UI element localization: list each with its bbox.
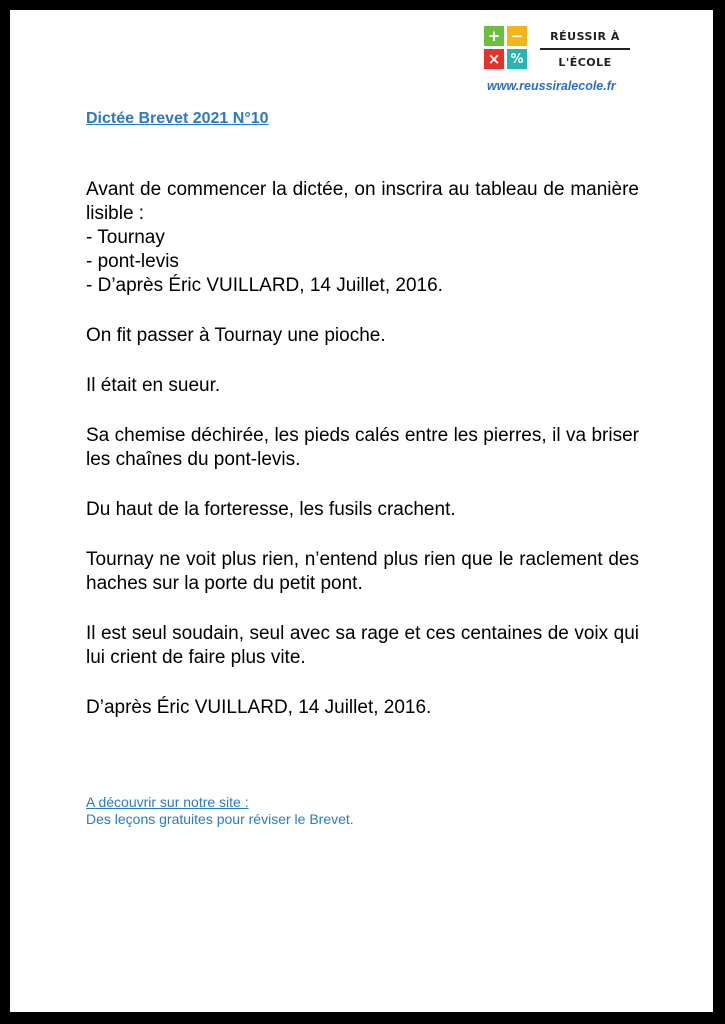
multiply-icon: × — [484, 49, 504, 69]
site-logo[interactable] — [484, 26, 649, 101]
logo-squares — [484, 26, 527, 69]
source-citation: D’après Éric VUILLARD, 14 Juillet, 2016. — [86, 697, 432, 718]
logo-url-link[interactable]: www.reussiralecole.fr — [487, 79, 616, 93]
list-item: - pont-levis — [86, 251, 179, 272]
paragraph: Sa chemise déchirée, les pieds calés entre les pierres, il va briser les chaînes du pont-levis. — [86, 425, 639, 470]
page-title[interactable]: Dictée Brevet 2021 N°10 — [86, 110, 269, 127]
paragraph: Tournay ne voit plus rien, n’entend plus rien que le raclement des haches sur la porte du petit pont. — [86, 549, 639, 594]
list-item: - D’après Éric VUILLARD, 14 Juillet, 2016. — [86, 275, 443, 296]
logo-name-bottom: L'ÉCOLE — [558, 56, 612, 69]
footer-promo — [86, 794, 354, 828]
list-item: - Tournay — [86, 227, 165, 248]
plus-icon: + — [484, 26, 504, 46]
percent-icon: % — [507, 49, 527, 69]
paragraph: Il est seul soudain, seul avec sa rage et ces centaines de voix qui lui crient de faire plus vite. — [86, 623, 639, 668]
dictation-body — [86, 178, 639, 720]
paragraph: On fit passer à Tournay une pioche. — [86, 325, 386, 346]
minus-icon: − — [507, 26, 527, 46]
paragraph: Il était en sueur. — [86, 375, 221, 396]
paragraph: Du haut de la forteresse, les fusils crachent. — [86, 499, 456, 520]
board-items-list — [86, 226, 639, 298]
footer-description: Des leçons gratuites pour réviser le Brevet. — [86, 811, 354, 827]
footer-link[interactable]: A découvrir sur notre site : — [86, 794, 249, 810]
logo-wordmark — [540, 30, 630, 69]
intro-paragraph: Avant de commencer la dictée, on inscrira au tableau de manière lisible : — [86, 179, 639, 224]
document-page — [10, 10, 713, 1012]
logo-name-top: RÉUSSIR À — [540, 30, 630, 50]
